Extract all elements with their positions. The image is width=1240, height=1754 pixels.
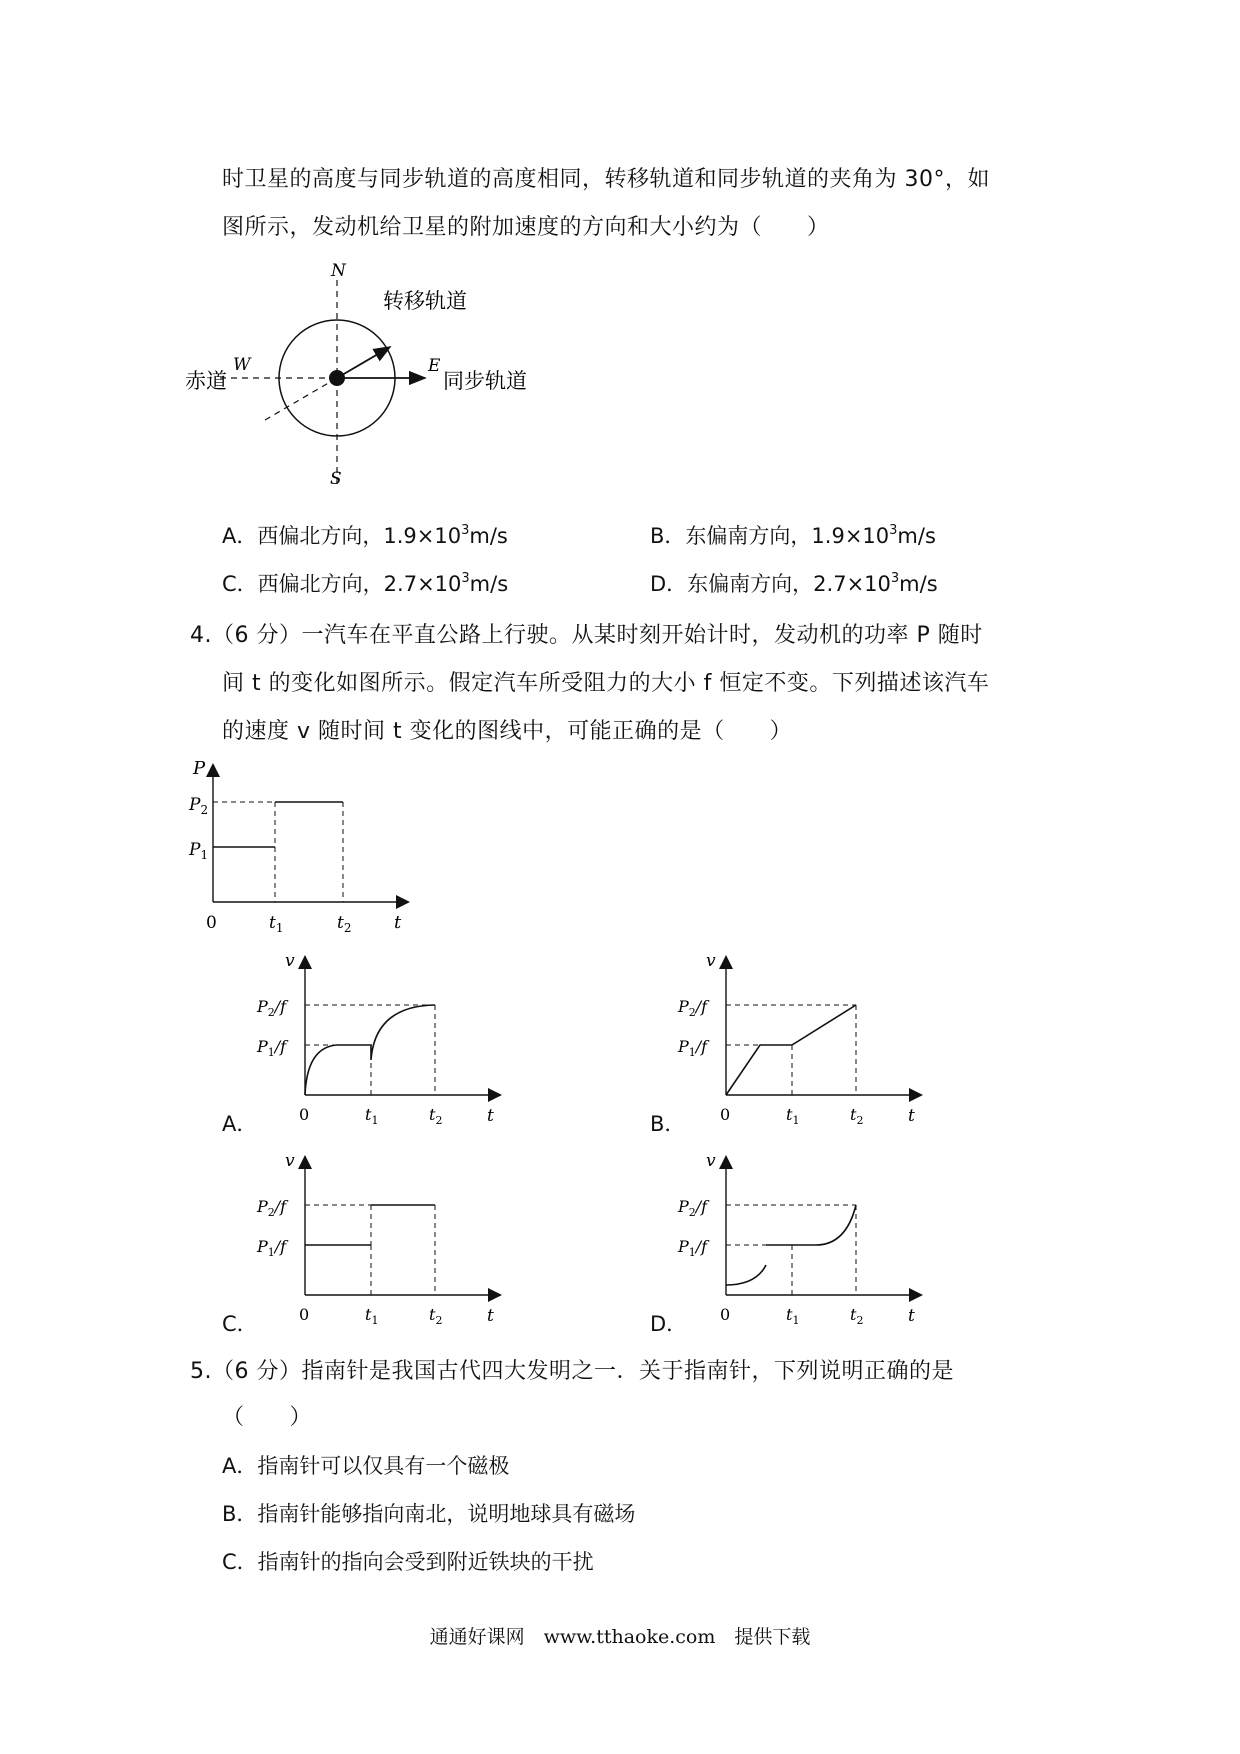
- origin-label: 0: [299, 1305, 310, 1324]
- q4-option-b-label: B．: [650, 1112, 686, 1136]
- label-s: S: [330, 469, 342, 489]
- p2f-label: $P_2/f$: [257, 997, 287, 1019]
- t1-label: $t_1$: [786, 1105, 800, 1127]
- v-axis-label: v: [285, 1151, 295, 1171]
- v-curve: [305, 1005, 435, 1095]
- t1-label: $t_1$: [365, 1105, 379, 1127]
- origin-label: 0: [299, 1105, 310, 1124]
- p2f-label: $P_2/f$: [678, 997, 708, 1019]
- q5-option-a: A．指南针可以仅具有一个磁极: [222, 1454, 510, 1478]
- q3-option-c: C．西偏北方向，$2.7\times 10^3m/s$: [222, 571, 509, 596]
- q4-option-a-label: A．: [222, 1112, 258, 1136]
- p1f-label: $P_1/f$: [257, 1037, 287, 1059]
- t2-label: $t_2$: [850, 1305, 864, 1327]
- t2-label: $t_2$: [850, 1105, 864, 1127]
- t2-label: $t_2$: [429, 1105, 443, 1127]
- power-time-graph: [185, 758, 415, 935]
- label-transfer-orbit: 转移轨道: [383, 289, 467, 313]
- label-sync-orbit: 同步轨道: [443, 369, 527, 393]
- q4-stem-line3: 的速度 v 随时间 t 变化的图线中，可能正确的是（ ）: [222, 719, 793, 744]
- q5-option-b: B．指南针能够指向南北，说明地球具有磁场: [222, 1502, 636, 1526]
- v-graph-c: [255, 1150, 515, 1325]
- label-n: N: [331, 261, 346, 281]
- orbit-figure: [185, 258, 565, 498]
- p1-label: $P_1$: [189, 840, 209, 862]
- t2-label: $t_2$: [429, 1305, 443, 1327]
- p1f-label: $P_1/f$: [678, 1037, 708, 1059]
- satellite-dot: [329, 370, 345, 386]
- t2-label: $t_2$: [337, 913, 352, 935]
- label-w: W: [233, 355, 251, 375]
- p1f-label: $P_1/f$: [678, 1237, 708, 1259]
- origin-label: 0: [720, 1305, 731, 1324]
- p1f-label: $P_1/f$: [257, 1237, 287, 1259]
- v-graph-d: [676, 1150, 936, 1325]
- t1-label: $t_1$: [786, 1305, 800, 1327]
- q5-stem-line1: 5.（6 分）指南针是我国古代四大发明之一．关于指南针，下列说明正确的是: [190, 1359, 954, 1384]
- q4-option-d-label: D．: [650, 1312, 688, 1336]
- v-axis-label: v: [285, 951, 295, 971]
- label-equator: 赤道: [185, 369, 227, 393]
- p-axis-label: P: [193, 758, 206, 779]
- q3-stem-line2: 图所示，发动机给卫星的附加速度的方向和大小约为（ ）: [222, 215, 830, 240]
- v-curve: [726, 1005, 856, 1095]
- p2f-label: $P_2/f$: [257, 1197, 287, 1219]
- t-axis-label: t: [908, 1106, 915, 1126]
- t1-label: $t_1$: [269, 913, 284, 935]
- t-axis-label: t: [487, 1106, 494, 1126]
- q4-stem-line1: 4.（6 分）一汽车在平直公路上行驶。从某时刻开始计时，发动机的功率 P 随时: [190, 623, 983, 648]
- v-graph-b: [676, 950, 936, 1125]
- v-axis-label: v: [706, 951, 716, 971]
- origin-label: 0: [206, 913, 217, 933]
- q5-stem-line2: （ ）: [222, 1405, 313, 1430]
- transfer-velocity-arrow: [337, 347, 390, 378]
- t-axis-label: t: [394, 912, 402, 933]
- page-footer: 通通好课网 www.tthaoke.com 提供下载: [429, 1626, 811, 1648]
- p2-label: $P_2$: [189, 795, 209, 817]
- q3-option-a: A．西偏北方向，$1.9\times 10^3m/s$: [222, 523, 508, 548]
- q3-option-d: D．东偏南方向，$2.7\times 10^3m/s$: [650, 571, 938, 596]
- q3-option-b: B．东偏南方向，$1.9\times 10^3m/s$: [650, 523, 936, 548]
- transfer-orbit-line: [265, 378, 337, 420]
- t1-label: $t_1$: [365, 1305, 379, 1327]
- t-axis-label: t: [908, 1306, 915, 1326]
- q3-stem-line1: 时卫星的高度与同步轨道的高度相同，转移轨道和同步轨道的夹角为 30°，如: [222, 167, 990, 192]
- q5-option-c: C．指南针的指向会受到附近铁块的干扰: [222, 1550, 594, 1574]
- q4-stem-line2: 间 t 的变化如图所示。假定汽车所受阻力的大小 f 恒定不变。下列描述该汽车: [222, 671, 990, 696]
- p2f-label: $P_2/f$: [678, 1197, 708, 1219]
- v-axis-label: v: [706, 1151, 716, 1171]
- v-curve: [305, 1205, 435, 1245]
- v-graph-a: [255, 950, 515, 1125]
- t-axis-label: t: [487, 1306, 494, 1326]
- origin-label: 0: [720, 1105, 731, 1124]
- label-e: E: [428, 356, 441, 376]
- q4-option-c-label: C．: [222, 1312, 258, 1336]
